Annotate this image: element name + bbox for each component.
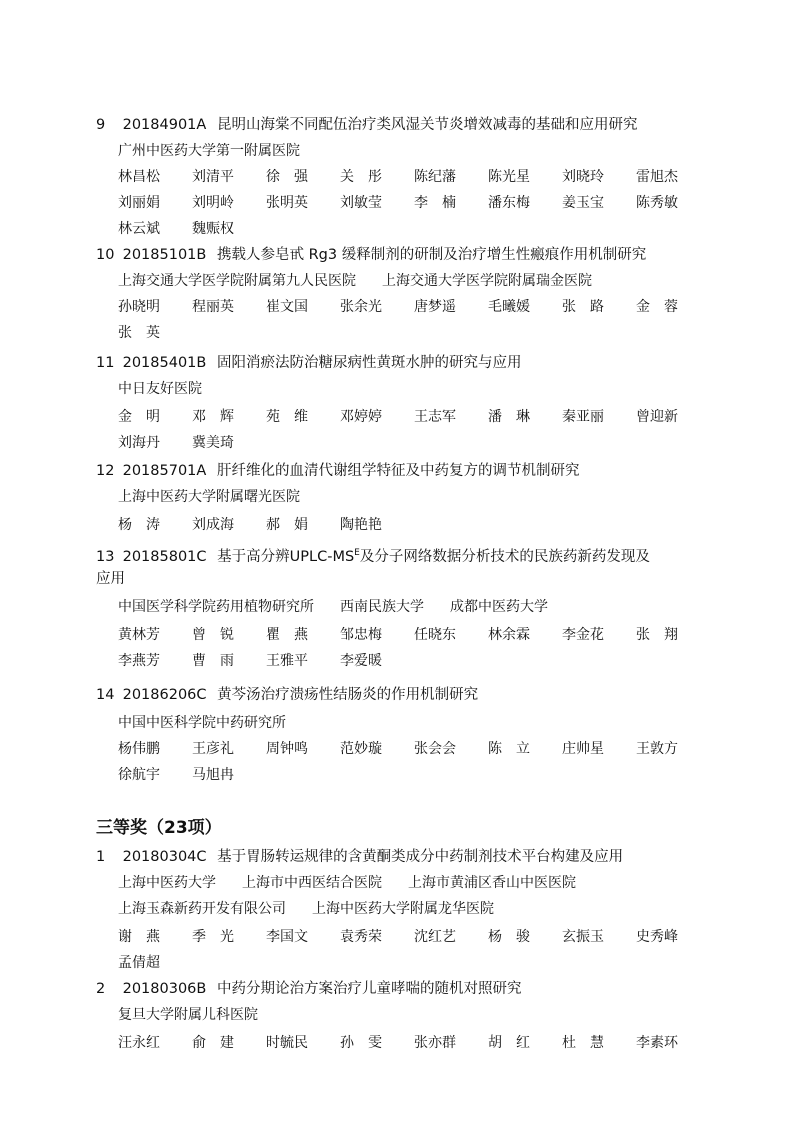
- entry-number: 12: [96, 463, 115, 479]
- person-name: 李 楠: [414, 195, 456, 211]
- entry-title-line: [96, 978, 696, 1000]
- institution: 复旦大学附属儿科医院: [118, 1007, 258, 1023]
- entry-number: 10: [96, 247, 115, 263]
- entry-institutions: [118, 898, 520, 920]
- person-name: 刘丽娟: [118, 195, 160, 211]
- institution: 上海交通大学医学院附属瑞金医院: [382, 273, 592, 289]
- person-name: 李燕芳: [118, 653, 160, 669]
- entry-institutions: [118, 378, 228, 400]
- entry-code: 20180306B: [122, 981, 207, 997]
- person-name: 孟倩超: [118, 955, 160, 971]
- entry-number: 2: [96, 981, 106, 997]
- person-name: 张明英: [266, 195, 308, 211]
- entry-title: 基于胃肠转运规律的含黄酮类成分中药制剂技术平台构建及应用: [217, 849, 624, 865]
- entry-institutions: [118, 712, 312, 734]
- person-name: 徐 强: [266, 169, 308, 185]
- person-name: 瞿 燕: [266, 627, 308, 643]
- person-name: 俞 建: [192, 1035, 234, 1051]
- person-name: 季 光: [192, 929, 234, 945]
- entry-names-row: [118, 514, 414, 536]
- person-name: 崔文国: [266, 299, 308, 315]
- person-name: 杨 骏: [488, 929, 530, 945]
- person-name: 冀美琦: [192, 435, 234, 451]
- person-name: 谢 燕: [118, 929, 160, 945]
- person-name: 曾 锐: [192, 627, 234, 643]
- person-name: 刘晓玲: [562, 169, 604, 185]
- institution: 广州中医药大学第一附属医院: [118, 143, 300, 159]
- person-name: 袁秀荣: [340, 929, 382, 945]
- entry-names-row: [118, 432, 266, 454]
- person-name: 曹 雨: [192, 653, 234, 669]
- person-name: 程丽英: [192, 299, 234, 315]
- person-name: 刘清平: [192, 169, 234, 185]
- person-name: 任晓东: [414, 627, 456, 643]
- entry-title: 中药分期论治方案治疗儿童哮喘的随机对照研究: [216, 981, 522, 997]
- person-name: 邹忠梅: [340, 627, 382, 643]
- person-name: 张 翔: [636, 627, 678, 643]
- entry-number: 9: [96, 117, 106, 133]
- entry-names-row: [118, 764, 266, 786]
- entry-institutions: [118, 486, 326, 508]
- entry-code: 20180304C: [122, 849, 207, 865]
- person-name: 时毓民: [266, 1035, 308, 1051]
- entry-names-row: [118, 406, 710, 428]
- institution: 上海市黄浦区香山中医医院: [408, 875, 576, 891]
- person-name: 史秀峰: [636, 929, 678, 945]
- person-name: 杨 涛: [118, 517, 160, 533]
- person-name: 魏赈权: [192, 221, 234, 237]
- person-name: 苑 维: [266, 409, 308, 425]
- entry-names-row: [118, 738, 710, 760]
- entry-title: 固阳消瘀法防治糖尿病性黄斑水肿的研究与应用: [216, 355, 522, 371]
- entry-code: 20186206C: [122, 687, 207, 703]
- person-name: 李国文: [266, 929, 308, 945]
- person-name: 曾迎新: [636, 409, 678, 425]
- entry-names-row: [118, 166, 710, 188]
- person-name: 邓 辉: [192, 409, 234, 425]
- entry-title-line: [96, 846, 696, 868]
- entry-title: 携载人参皂甙 Rg3 缓释制剂的研制及治疗增生性瘢痕作用机制研究: [216, 247, 647, 263]
- entry-institutions: [118, 270, 618, 292]
- person-name: 黄林芳: [118, 627, 160, 643]
- person-name: 张 英: [118, 325, 160, 341]
- entry-number: 1: [96, 849, 106, 865]
- entry-code: 20185101B: [122, 247, 207, 263]
- entry-names-row: [118, 322, 192, 344]
- entry-code: 20185401B: [122, 355, 207, 371]
- person-name: 潘东梅: [488, 195, 530, 211]
- entry-title-line: [96, 244, 696, 266]
- person-name: 孙 雯: [340, 1035, 382, 1051]
- person-name: 金 蓉: [636, 299, 678, 315]
- person-name: 陈秀敏: [636, 195, 678, 211]
- person-name: 林云斌: [118, 221, 160, 237]
- person-name: 王敦方: [636, 741, 678, 757]
- person-name: 王彦礼: [192, 741, 234, 757]
- person-name: 胡 红: [488, 1035, 530, 1051]
- person-name: 雷旭杰: [636, 169, 678, 185]
- person-name: 王雅平: [266, 653, 308, 669]
- entry-title-line: [96, 542, 696, 568]
- institution: 中国中医科学院中药研究所: [118, 715, 286, 731]
- person-name: 周钟鸣: [266, 741, 308, 757]
- person-name: 马旭冉: [192, 767, 234, 783]
- entry-title: 黄芩汤治疗溃疡性结肠炎的作用机制研究: [217, 687, 479, 703]
- entry-title-line: [96, 352, 696, 374]
- entry-title: 昆明山海棠不同配伍治疗类风湿关节炎增效减毒的基础和应用研究: [216, 117, 638, 133]
- entry-names-row: [118, 926, 710, 948]
- institution: 中日友好医院: [118, 381, 202, 397]
- person-name: 李金花: [562, 627, 604, 643]
- person-name: 张亦群: [414, 1035, 456, 1051]
- person-name: 毛曦媛: [488, 299, 530, 315]
- person-name: 邓婷婷: [340, 409, 382, 425]
- person-name: 徐航宇: [118, 767, 160, 783]
- entry-number: 13: [96, 548, 115, 565]
- person-name: 李爱暖: [340, 653, 382, 669]
- person-name: 汪永红: [118, 1035, 160, 1051]
- person-name: 孙晓明: [118, 299, 160, 315]
- institution: 中国医学科学院药用植物研究所: [118, 599, 314, 615]
- entry-names-row: [118, 952, 192, 974]
- entry-code: 20185701A: [122, 463, 207, 479]
- person-name: 刘成海: [192, 517, 234, 533]
- person-name: 陶艳艳: [340, 517, 382, 533]
- entry-title: 肝纤维化的血清代谢组学特征及中药复方的调节机制研究: [216, 463, 580, 479]
- person-name: 陈纪藩: [414, 169, 456, 185]
- entry-institutions: [118, 596, 574, 618]
- entry-names-row: [118, 624, 710, 646]
- institution: 上海市中西医结合医院: [242, 875, 382, 891]
- institution: 上海玉森新药开发有限公司: [118, 901, 286, 917]
- entry-number: 14: [96, 687, 115, 703]
- entry-names-row: [118, 296, 710, 318]
- person-name: 陈 立: [488, 741, 530, 757]
- entry-institutions: [118, 1004, 284, 1026]
- entry-names-row: [118, 192, 710, 214]
- person-name: 秦亚丽: [562, 409, 604, 425]
- person-name: 唐梦遥: [414, 299, 456, 315]
- person-name: 关 彤: [340, 169, 382, 185]
- entry-title-line: [96, 684, 696, 706]
- section-heading: 三等奖（23项）: [96, 818, 222, 838]
- person-name: 杜 慧: [562, 1035, 604, 1051]
- entry-code: 20184901A: [122, 117, 207, 133]
- person-name: 王志军: [414, 409, 456, 425]
- entry-title-superscript: E: [354, 548, 360, 558]
- person-name: 林余霖: [488, 627, 530, 643]
- person-name: 姜玉宝: [562, 195, 604, 211]
- entry-title-line: [96, 114, 696, 136]
- entry-title: 基于高分辨UPLC-MS: [217, 548, 355, 565]
- person-name: 张会会: [414, 741, 456, 757]
- person-name: 刘明岭: [192, 195, 234, 211]
- person-name: 刘敏莹: [340, 195, 382, 211]
- institution: 西南民族大学: [340, 599, 424, 615]
- person-name: 沈红艺: [414, 929, 456, 945]
- institution: 上海中医药大学: [118, 875, 216, 891]
- entry-title-wrap: 应用: [96, 571, 125, 587]
- entry-title-line: [96, 460, 696, 482]
- institution: 上海中医药大学附属曙光医院: [118, 489, 300, 505]
- institution: 成都中医药大学: [450, 599, 548, 615]
- entry-institutions: [118, 872, 602, 894]
- institution: 上海中医药大学附属龙华医院: [312, 901, 494, 917]
- person-name: 张余光: [340, 299, 382, 315]
- person-name: 金 明: [118, 409, 160, 425]
- entry-names-row: [118, 1032, 710, 1054]
- person-name: 刘海丹: [118, 435, 160, 451]
- person-name: 陈光星: [488, 169, 530, 185]
- entry-number: 11: [96, 355, 115, 371]
- person-name: 潘 琳: [488, 409, 530, 425]
- person-name: 张 路: [562, 299, 604, 315]
- entry-names-row: [118, 650, 414, 672]
- entry-institutions: [118, 140, 326, 162]
- person-name: 郝 娟: [266, 517, 308, 533]
- person-name: 林昌松: [118, 169, 160, 185]
- person-name: 李素环: [636, 1035, 678, 1051]
- institution: 上海交通大学医学院附属第九人民医院: [118, 273, 356, 289]
- person-name: 杨伟鹏: [118, 741, 160, 757]
- person-name: 范妙璇: [340, 741, 382, 757]
- entry-code: 20185801C: [122, 548, 207, 565]
- person-name: 玄振玉: [562, 929, 604, 945]
- entry-title-continued: 及分子网络数据分析技术的民族药新药发现及: [359, 548, 650, 565]
- person-name: 庄帅星: [562, 741, 604, 757]
- entry-names-row: [118, 218, 266, 240]
